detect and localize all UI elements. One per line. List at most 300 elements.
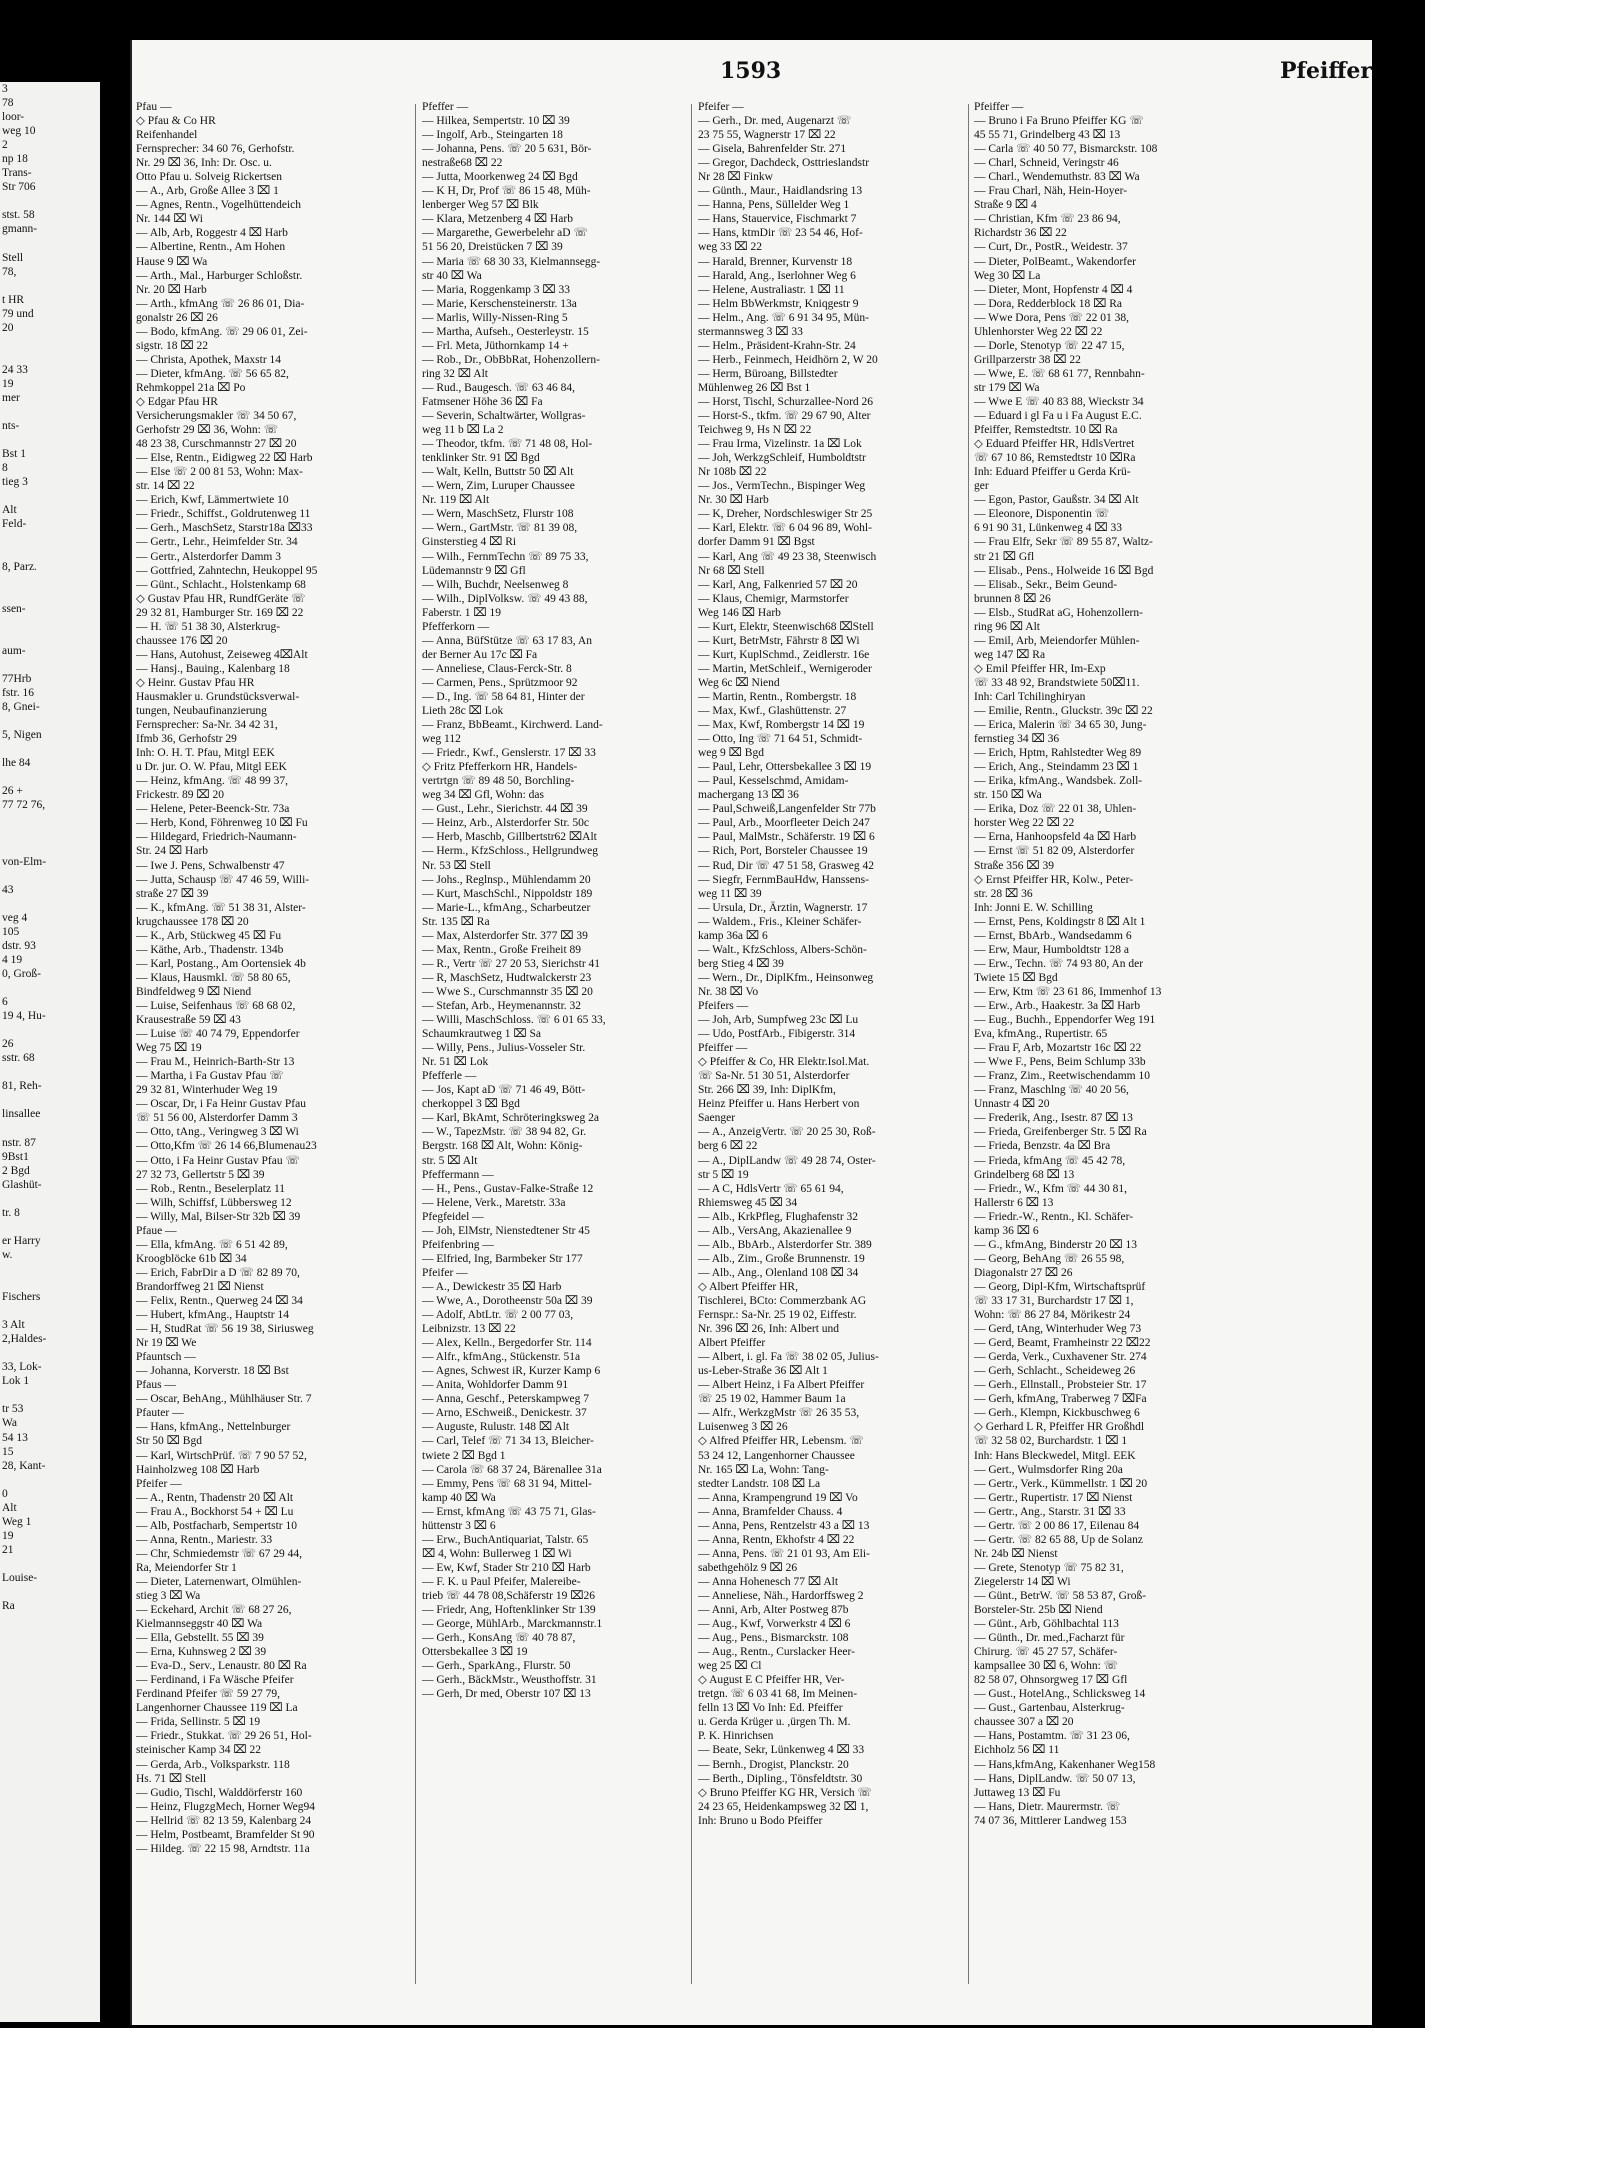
directory-line: machergang 13 ⌧ 36 [698,789,799,802]
directory-line: chaussee 307 a ⌧ 20 [974,1716,1074,1729]
prev-page-fragment [0,1220,100,1234]
prev-page-fragment [0,1276,100,1290]
directory-line: — Hans, DiplLandw. ☏ 50 07 13, [974,1772,1136,1785]
prev-page-fragment [0,1346,100,1360]
directory-line: Weg 6c ⌧ Niend [698,676,780,689]
directory-line: — Gust., Gartenbau, Alsterkrug- [974,1702,1125,1715]
prev-page-fragment: tieg 3 [2,476,28,489]
directory-line: ring 96 ⌧ Alt [974,620,1040,633]
directory-line: str. 14 ⌧ 22 [136,480,195,493]
directory-line: — Kurt, MaschSchl., Nippoldstr 189 [422,887,593,900]
directory-line: — Wwe S., Curschmannstr 35 ⌧ 20 [422,985,593,998]
directory-line: — Paul, MalMstr., Schäferstr. 19 ⌧ 6 [698,831,875,844]
directory-line: — G., kfmAng, Binderstr 20 ⌧ 13 [974,1238,1138,1251]
directory-line: — Gudio, Tischl, Walddörferstr 160 [136,1786,303,1799]
directory-line: — Else, Rentn., Eidigweg 22 ⌧ Harb [136,452,313,465]
directory-line: — Herm., KfzSchloss., Hellgrundweg [422,845,598,858]
directory-line: — Maria ☏ 68 30 33, Kielmannsegg- [422,255,601,268]
directory-line: sigstr. 18 ⌧ 22 [136,339,209,352]
directory-line: Pfeifenbring — [422,1238,494,1251]
directory-line: — K., kfmAng. ☏ 51 38 31, Alster- [136,901,306,914]
directory-line: Eva, kfmAng., Rupertistr. 65 [974,1028,1108,1041]
directory-line: Pfeffermann — [422,1168,494,1181]
directory-line: Wohn: ☏ 86 27 84, Mörikestr 24 [974,1309,1131,1322]
directory-line: — Paul, Kesselschmd, Amidam- [698,775,849,788]
directory-line: Grillparzerstr 38 ⌧ 22 [974,353,1081,366]
directory-line: — A., AnzeigVertr. ☏ 20 25 30, Roß- [698,1126,876,1139]
prev-page-fragment: Bst 1 [2,448,26,461]
prev-page-fragment [0,1121,100,1135]
directory-line: — Friedr, Ang, Hoftenklinker Str 139 [422,1604,596,1617]
directory-line: Fatmsener Höhe 36 ⌧ Fa [422,395,543,408]
prev-page-fragment: veg 4 [2,911,28,924]
directory-line: Inh: Eduard Pfeiffer u Gerda Krü- [974,466,1131,479]
directory-line: — Wilh., FernmTechn ☏ 89 75 33, [422,550,589,563]
directory-line: — Herb., Feinmech, Heidhörn 2, W 20 [698,353,878,366]
prev-page-fragment: 33, Lok- [2,1361,42,1374]
directory-line: Schaumkrautweg 1 ⌧ Sa [422,1028,541,1041]
directory-line: Str 50 ⌧ Bgd [136,1435,202,1448]
directory-line: Nr. 38 ⌧ Vo [698,985,759,998]
directory-line: twiete 2 ⌧ Bgd 1 [422,1449,506,1462]
directory-line: — Jos, Kapt aD ☏ 71 46 49, Bött- [422,1084,586,1097]
prev-page-fragment [0,349,100,363]
directory-line: — Ingolf, Arb., Steingarten 18 [422,129,563,142]
directory-line: Nr. 51 ⌧ Lok [422,1056,489,1069]
prev-page-fragment: fstr. 16 [2,687,34,700]
prev-page-fragment [0,1388,100,1402]
prev-page-fragment: 19 [2,1529,14,1542]
prev-page-fragment: 78 [2,97,14,110]
prev-page-fragment: dstr. 93 [2,939,36,952]
directory-line: — Gerh., BäckMstr., Weusthoffstr. 31 [422,1674,597,1687]
directory-line: ☏ 51 56 00, Alsterdorfer Damm 3 [136,1112,298,1125]
directory-line: — A C, HdlsVertr ☏ 65 61 94, [698,1182,844,1195]
prev-page-fragment: lhe 84 [2,757,31,770]
directory-line: — Hellrid ☏ 82 13 59, Kalenbarg 24 [136,1814,312,1827]
directory-line: — Willy, Mal, Bilser-Str 32b ⌧ 39 [136,1210,301,1223]
directory-line: — Frl. Meta, Jüthornkamp 14 + [422,339,569,352]
directory-line: — Kurt, Elektr, Steenwisch68 ⌧Stell [698,620,874,633]
prev-page-fragment: 54 13 [2,1431,28,1444]
directory-line: — Dieter, Mont, Hopfenstr 4 ⌧ 4 [974,283,1133,296]
prev-page-fragment: 8 [2,462,8,475]
previous-page-edge [0,82,100,2022]
directory-line: — Gertr., Rupertistr. 17 ⌧ Nienst [974,1491,1133,1504]
directory-line: — Waldem., Fris., Kleiner Schäfer- [698,915,862,928]
directory-line: — Friedr., W., Kfm ☏ 44 30 81, [974,1182,1128,1195]
directory-line: tenklinker Str. 91 ⌧ Bgd [422,452,540,465]
directory-line: — Carl, Telef ☏ 71 34 13, Bleicher- [422,1435,594,1448]
directory-column-4 [974,100,1252,1980]
directory-line: — Karl, Ang, Falkenried 57 ⌧ 20 [698,578,858,591]
directory-line: Pfefferle — [422,1070,477,1083]
directory-line: — Dora, Redderblock 18 ⌧ Ra [974,297,1123,310]
directory-line: — Günt., Arb, Göhlbachtal 113 [974,1618,1119,1631]
directory-line: — Wern., Dr., DiplKfm., Heinsonweg [698,971,874,984]
directory-line: Borsteler-Str. 25b ⌧ Niend [974,1604,1103,1617]
directory-line: ◇ Bruno Pfeiffer KG HR, Versich ☏ [698,1786,872,1799]
directory-line: straße 27 ⌧ 39 [136,887,209,900]
directory-line: — Auguste, Rulustr. 148 ⌧ Alt [422,1421,570,1434]
directory-line: — Paul, Arb., Moorfleeter Deich 247 [698,817,870,830]
directory-line: — Heinz, Arb., Alsterdorfer Str. 50c [422,817,590,830]
prev-page-fragment: loor- [2,111,25,124]
directory-line: — Ferdinand, i Fa Wäsche Pfeifer [136,1674,294,1687]
directory-column-3 [698,100,976,1980]
prev-page-fragment: Louise- [2,1571,38,1584]
directory-line: — H, StudRat ☏ 56 19 38, Siriusweg [136,1323,314,1336]
prev-page-fragment [0,630,100,644]
directory-line: Pfauntsch — [136,1351,196,1364]
directory-line: Gerhofstr 29 ⌧ 36, Wohn: ☏ [136,424,279,437]
directory-line: Inh: Jonni E. W. Schilling [974,901,1093,914]
directory-line: — Ernst ☏ 51 82 09, Alsterdorfer [974,845,1135,858]
directory-line: — Otto, Ing ☏ 71 64 51, Schmidt- [698,733,863,746]
directory-line: 53 24 12, Langenhorner Chaussee [698,1449,855,1462]
directory-line: ☏ Sa-Nr. 51 30 51, Alsterdorfer [698,1070,850,1083]
directory-line: — Agnes, Schwest iR, Kurzer Kamp 6 [422,1365,601,1378]
directory-line: — Franz, BbBeamt., Kirchwerd. Land- [422,719,603,732]
directory-line: Ziegelerstr 14 ⌧ Wi [974,1575,1071,1588]
directory-line: — Heinz, FlugzgMech, Horner Weg94 [136,1800,315,1813]
directory-line: Fernsprecher: Sa-Nr. 34 42 31, [136,719,278,732]
directory-line: — Frieda, Benzstr. 4a ⌧ Bra [974,1140,1111,1153]
directory-line: — Gisela, Bahrenfelder Str. 271 [698,143,847,156]
prev-page-fragment [0,532,100,546]
directory-line: — A., Dewickestr 35 ⌧ Harb [422,1280,562,1293]
directory-line: — Wilh., DiplVolksw. ☏ 49 43 88, [422,592,588,605]
directory-line: — Charl., Wendemuthstr. 83 ⌧ Wa [974,171,1140,184]
directory-line: — Jutta, Schausp ☏ 47 46 59, Willi- [136,873,310,886]
prev-page-fragment: ssen- [2,602,26,615]
directory-line: Inh: Bruno u Bodo Pfeiffer [698,1814,823,1827]
directory-line: — Siegfr, FernmBauHdw, Hanssens- [698,873,869,886]
directory-line: — Gerd, tAng, Winterhuder Weg 73 [974,1323,1142,1336]
directory-line: — Theodor, tkfm. ☏ 71 48 08, Hol- [422,438,593,451]
prev-page-fragment [0,279,100,293]
directory-line: Str. 266 ⌧ 39, Inh: DiplKfm, [698,1084,836,1097]
directory-line: — Erna, Hanhoopsfeld 4a ⌧ Harb [974,831,1137,844]
directory-line: — Günt., Schlacht., Holstenkamp 68 [136,578,306,591]
directory-line: Straße 356 ⌧ 39 [974,859,1055,872]
directory-line: — Wwe Dora, Pens ☏ 22 01 38, [974,311,1130,324]
directory-line: Lüdemannstr 9 ⌧ Gfl [422,564,526,577]
directory-line: Juttaweg 13 ⌧ Fu [974,1786,1061,1799]
prev-page-fragment: 19 4, Hu- [2,1010,46,1023]
directory-line: Kroogblöcke 61b ⌧ 34 [136,1252,247,1265]
directory-line: — Karl, Elektr. ☏ 6 04 96 89, Wohl- [698,522,872,535]
directory-line: cherkoppel 3 ⌧ Bgd [422,1098,520,1111]
directory-line: — Georg, Dipl-Kfm, Wirtschaftsprüf [974,1280,1146,1293]
directory-line: — Frau Elfr, Sekr ☏ 89 55 87, Waltz- [974,536,1153,549]
directory-line: — Erika, Doz ☏ 22 01 38, Uhlen- [974,803,1137,816]
directory-line: Inh: Hans Bleckwedel, Mitgl. EEK [974,1449,1136,1462]
directory-line: — Anna, Rentn, Ekhofstr 4 ⌧ 22 [698,1533,855,1546]
directory-line: ☏ 32 58 02, Burchardstr. 1 ⌧ 1 [974,1435,1128,1448]
directory-line: — Martin, MetSchleif., Wernigeroder [698,662,872,675]
directory-line: — Harald, Brenner, Kurvenstr 18 [698,255,853,268]
prev-page-fragment: tr 53 [2,1403,24,1416]
directory-line: — Martin, Rentn., Rombergstr. 18 [698,690,857,703]
directory-line: — A., Arb, Große Allee 3 ⌧ 1 [136,185,279,198]
directory-line: us-Leber-Straße 36 ⌧ Alt 1 [698,1365,828,1378]
directory-line: ger [974,480,989,493]
prev-page-fragment [0,546,100,560]
directory-line: Nr. 29 ⌧ 36, Inh: Dr. Osc. u. [136,157,272,170]
prev-page-fragment: 77 72 76, [2,799,46,812]
directory-line: Faberstr. 1 ⌧ 19 [422,606,502,619]
directory-line: — Luise, Seifenhaus ☏ 68 68 02, [136,1000,296,1012]
directory-line: weg 9 ⌧ Bgd [698,747,764,760]
directory-line: Pfeifers — [698,1000,749,1012]
directory-line: Nr 19 ⌧ We [136,1337,197,1350]
directory-line: Pfeifer — [698,101,744,113]
directory-line: — Hubert, kfmAng., Hauptstr 14 [136,1309,289,1322]
directory-line: — Wwe, A., Dorotheenstr 50a ⌧ 39 [422,1294,593,1307]
prev-page-fragment: w. [2,1248,13,1261]
directory-line: — Gerh., MaschSetz, Starstr18a ⌧33 [136,522,313,535]
directory-line: — Gerh, kfmAng, Traberweg 7 ⌧Fa [974,1393,1147,1406]
prev-page-fragment [0,1585,100,1599]
prev-page-fragment: Alt [2,1501,17,1514]
prev-page-fragment [0,405,100,419]
prev-page-fragment: 28, Kant- [2,1459,46,1472]
directory-line: 74 07 36, Mittlerer Landweg 153 [974,1814,1127,1827]
directory-line: — Rud., Baugesch. ☏ 63 46 84, [422,381,576,394]
directory-line: krugchaussee 178 ⌧ 20 [136,915,249,928]
prev-page-fragment [0,742,100,756]
directory-line: str 179 ⌧ Wa [974,381,1040,394]
prev-page-fragment [0,335,100,349]
directory-line: Pfeifer — [422,1266,468,1279]
directory-line: Pfeifer — [136,1477,182,1490]
prev-page-fragment: 77Hrb [2,672,32,685]
directory-line: Ferdinand Pfeifer ☏ 59 27 79, [136,1688,281,1701]
prev-page-fragment: Wa [2,1417,18,1430]
directory-line: — Else ☏ 2 00 81 53, Wohn: Max- [136,466,303,479]
directory-line: — Arno, ESchweiß., Denickestr. 37 [422,1407,587,1420]
directory-line: — Beate, Sekr, Lünkenweg 4 ⌧ 33 [698,1744,865,1757]
directory-line: — Anna, Pens. ☏ 21 01 93, Am Eli- [698,1547,870,1560]
directory-line: — Joh, WerkzgSchleif, Humboldtstr [698,452,866,465]
directory-line: Ifmb 36, Gerhofstr 29 [136,733,237,746]
directory-line: Straße 9 ⌧ 4 [974,199,1037,212]
directory-line: Hausmakler u. Grundstücksverwal- [136,690,300,703]
directory-line: — Ella, Gebstellt. 55 ⌧ 39 [136,1632,264,1645]
directory-line: Ginsterstieg 4 ⌧ Ri [422,536,517,549]
directory-line: Heinz Pfeiffer u. Hans Herbert von [698,1098,860,1111]
directory-line: — K., Arb, Stückweg 45 ⌧ Fu [136,929,282,942]
directory-line: — Gerh, Dr med, Oberstr 107 ⌧ 13 [422,1688,591,1701]
directory-line: str 5 ⌧ 19 [698,1168,749,1181]
directory-line: — Gert., Wulmsdorfer Ring 20a [974,1463,1123,1476]
directory-line: — Willi, MaschSchloss. ☏ 6 01 65 33, [422,1014,606,1027]
directory-line: — Hans, Autohust, Zeiseweg 4⌧Alt [136,648,308,661]
directory-line: — Egon, Pastor, Gaußstr. 34 ⌧ Alt [974,494,1139,507]
directory-line: — H. ☏ 51 38 30, Alsterkrug- [136,620,281,633]
directory-line: — Gerd, Beamt, Framheinstr 22 ⌧22 [974,1337,1151,1350]
directory-line: — Wern, MaschSetz, Flurstr 108 [422,508,574,521]
prev-page-fragment: Str 706 [2,181,36,194]
directory-line: — Wilh, Buchdr, Neelsenweg 8 [422,578,569,591]
page-number: 1593 [720,58,782,84]
directory-line: Nr 28 ⌧ Finkw [698,171,773,184]
directory-line: Reifenhandel [136,129,198,142]
directory-line: weg 33 ⌧ 22 [698,241,763,254]
directory-line: — Erw., BuchAntiquariat, Talstr. 65 [422,1533,589,1546]
prev-page-fragment: Weg 1 [2,1515,32,1528]
directory-line: ◇ August E C Pfeiffer HR, Ver- [698,1674,845,1687]
prev-page-fragment: 9Bst1 [2,1150,29,1163]
directory-line: — Curt, Dr., PostR., Weidestr. 37 [974,241,1128,254]
directory-line: — Friedr.-W., Rentn., Kl. Schäfer- [974,1210,1134,1223]
directory-line: Brandorffweg 21 ⌧ Nienst [136,1280,264,1293]
directory-line: — Alb, Arb, Roggestr 4 ⌧ Harb [136,227,288,240]
prev-page-fragment: er Harry [2,1234,41,1247]
prev-page-fragment: 26 [2,1038,14,1051]
directory-line: — Arth., Mal., Harburger Schloßstr. [136,269,303,282]
directory-line: 24 23 65, Heidenkampsweg 32 ⌧ 1, [698,1800,869,1813]
directory-line: — Oscar, Dr, i Fa Heinr Gustav Pfau [136,1098,306,1111]
directory-line: — Frieda, Greifenberger Str. 5 ⌧ Ra [974,1126,1147,1139]
prev-page-fragment: Trans- [2,167,32,180]
directory-line: — Hilkea, Sempertstr. 10 ⌧ 39 [422,115,570,128]
directory-line: — Alb., BbArb., Alsterdorfer Str. 389 [698,1238,872,1251]
directory-line: — Gerh., Klempn, Kickbuschweg 6 [974,1407,1140,1420]
prev-page-fragment [0,812,100,826]
prev-page-fragment: stst. 58 [2,209,35,222]
directory-line: ring 32 ⌧ Alt [422,367,488,380]
directory-line: nestraße68 ⌧ 22 [422,157,503,170]
directory-line: Kielmannseggstr 40 ⌧ Wa [136,1618,263,1631]
directory-line: — Stefan, Arb., Heymenannstr. 32 [422,1000,582,1012]
directory-line: — Johanna, Pens. ☏ 20 5 631, Bör- [422,143,592,156]
directory-line: — Martha, i Fa Gustav Pfau ☏ [136,1070,284,1083]
directory-line: Versicherungsmakler ☏ 34 50 67, [136,410,297,423]
directory-line: — Herb, Kond, Föhrenweg 10 ⌧ Fu [136,817,308,830]
directory-line: — D., Ing. ☏ 58 64 81, Hinter der [422,690,585,703]
prev-page-fragment [0,770,100,784]
directory-line: — Erw, Maur, Humboldtstr 128 a [974,943,1129,956]
prev-page-fragment [0,1473,100,1487]
directory-line: — Klaus, Chemigr, Marmstorfer [698,592,849,605]
directory-line: Nr 68 ⌧ Stell [698,564,765,577]
directory-line: — Jutta, Moorkenweg 24 ⌧ Bgd [422,171,578,184]
directory-line: — Gottfried, Zahntechn, Heukoppel 95 [136,564,318,577]
directory-line: — Otto,Kfm ☏ 26 14 66,Blumenau23 [136,1140,317,1153]
directory-line: P. K. Hinrichsen [698,1730,774,1743]
directory-line: — Marie-L., kfmAng., Scharbeutzer [422,901,591,914]
directory-line: — Alb., KrkPfleg, Flughafenstr 32 [698,1210,859,1223]
directory-line: — Gertr., Ang., Starstr. 31 ⌧ 33 [974,1505,1126,1518]
directory-line: str 40 ⌧ Wa [422,269,482,282]
directory-line: 48 23 38, Curschmannstr 27 ⌧ 20 [136,438,297,451]
directory-line: Pfauter — [136,1407,184,1420]
prev-page-fragment: 3 [2,83,8,95]
prev-page-fragment [0,489,100,503]
directory-line: — Gerda, Arb., Volksparkstr. 118 [136,1758,290,1771]
prev-page-fragment: Feld- [2,518,27,531]
directory-line: der Berner Au 17c ⌧ Fa [422,648,538,661]
directory-line: — Friedr., Stukkat. ☏ 29 26 51, Hol- [136,1730,312,1743]
directory-line: hüttenstr 3 ⌧ 6 [422,1519,496,1532]
prev-page-fragment [0,433,100,447]
directory-line: — Erw., Arb., Haakestr. 3a ⌧ Harb [974,1000,1141,1012]
directory-line: — Gerda, Verk., Cuxhavener Str. 274 [974,1351,1147,1364]
prev-page-fragment [0,714,100,728]
directory-line: — Christa, Apothek, Maxstr 14 [136,353,282,366]
directory-line: Pfeiffer, Remstedtstr. 10 ⌧ Ra [974,424,1118,437]
directory-line: — Bodo, kfmAng. ☏ 29 06 01, Zei- [136,325,308,338]
directory-line: trieb ☏ 44 78 08,Schäferstr 19 ⌧26 [422,1589,595,1602]
directory-line: — Helene, Australiastr. 1 ⌧ 11 [698,283,845,296]
directory-line: — K, Dreher, Nordschleswiger Str 25 [698,508,873,521]
directory-line: — Carola ☏ 68 37 24, Bärenallee 31a [422,1463,602,1476]
directory-line: Pfeffer — [422,101,469,113]
directory-line: ◇ Pfeiffer & Co, HR Elektr.Isol.Mat. [698,1056,870,1069]
directory-line: — Grete, Stenotyp ☏ 75 82 31, [974,1561,1124,1574]
directory-line: — Erich, Ang., Steindamm 23 ⌧ 1 [974,761,1139,774]
directory-line: stermannsweg 3 ⌧ 33 [698,325,803,338]
prev-page-fragment: Fischers [2,1291,41,1304]
directory-line: sabethgehölz 9 ⌧ 26 [698,1561,798,1574]
directory-line: — Carmen, Pens., Sprützmoor 92 [422,676,578,689]
prev-page-fragment: nts- [2,420,20,433]
directory-line: — Hansj., Bauing., Kalenbarg 18 [136,662,290,675]
directory-line: — Kurt, KuplSchmd., Zeidlerstr. 16e [698,648,870,661]
prev-page-fragment [0,981,100,995]
directory-line: Frickestr. 89 ⌧ 20 [136,789,224,802]
directory-line: — Joh, ElMstr, Nienstedtener Str 45 [422,1224,590,1237]
directory-line: — Hans, Dietr. Maurermstr. ☏ [974,1800,1121,1813]
directory-line: — Max, Kwf., Glashüttenstr. 27 [698,705,847,718]
directory-line: — Käthe, Arb., Thadenstr. 134b [136,943,284,956]
prev-page-fragment: 6 [2,996,8,1009]
prev-page-fragment: 19 [2,377,14,390]
directory-line: ◇ Pfau & Co HR [136,115,216,128]
directory-line: Fernspr.: Sa-Nr. 25 19 02, Eiffestr. [698,1309,857,1322]
directory-line: — Dieter, Laternenwart, Olmühlen- [136,1575,302,1588]
directory-line: Pfefferkorn — [422,620,490,633]
directory-line: ◇ Edgar Pfau HR [136,395,218,408]
directory-line: berg Stieg 4 ⌧ 39 [698,957,784,970]
directory-line: ◇ Gerhard L R, Pfeiffer HR Großhdl [974,1421,1145,1434]
directory-line: — Erika, kfmAng., Wandsbek. Zoll- [974,775,1143,788]
directory-line: Nr. 165 ⌧ La, Wohn: Tang- [698,1463,829,1476]
directory-line: ◇ Ernst Pfeiffer HR, Kolw., Peter- [974,873,1134,886]
directory-line: — Aug., Kwf, Vorwerkstr 4 ⌧ 6 [698,1618,851,1631]
directory-line: — Frau F, Arb, Mozartstr 16c ⌧ 22 [974,1042,1142,1055]
directory-line: — Erich, Kwf, Lämmertwiete 10 [136,494,289,507]
directory-line: — Alfr., kfmAng., Stückenstr. 51a [422,1351,581,1364]
prev-page-fragment: np 18 [2,153,28,166]
prev-page-fragment: sstr. 68 [2,1052,35,1065]
directory-line: Uhlenhorster Weg 22 ⌧ 22 [974,325,1103,338]
directory-line: Rhiemsweg 45 ⌧ 34 [698,1196,798,1209]
directory-line: Tischlerei, BCto: Commerzbank AG [698,1294,867,1307]
directory-line: Ottersbekallee 3 ⌧ 19 [422,1646,528,1659]
directory-line: — Frau M., Heinrich-Barth-Str 13 [136,1056,295,1069]
directory-line: — Gertr., Lehr., Heimfelder Str. 34 [136,536,298,549]
prev-page-fragment: aum- [2,644,26,657]
directory-line: weg 11 ⌧ 39 [698,887,762,900]
prev-page-fragment: 26 + [2,785,23,798]
directory-line: — Alb., Ang., Olenland 108 ⌧ 34 [698,1266,859,1279]
directory-line: Pfeiffer — [974,101,1024,113]
directory-line: str. 5 ⌧ Alt [422,1154,478,1167]
directory-line: — Ernst, kfmAng ☏ 43 75 71, Glas- [422,1505,596,1518]
